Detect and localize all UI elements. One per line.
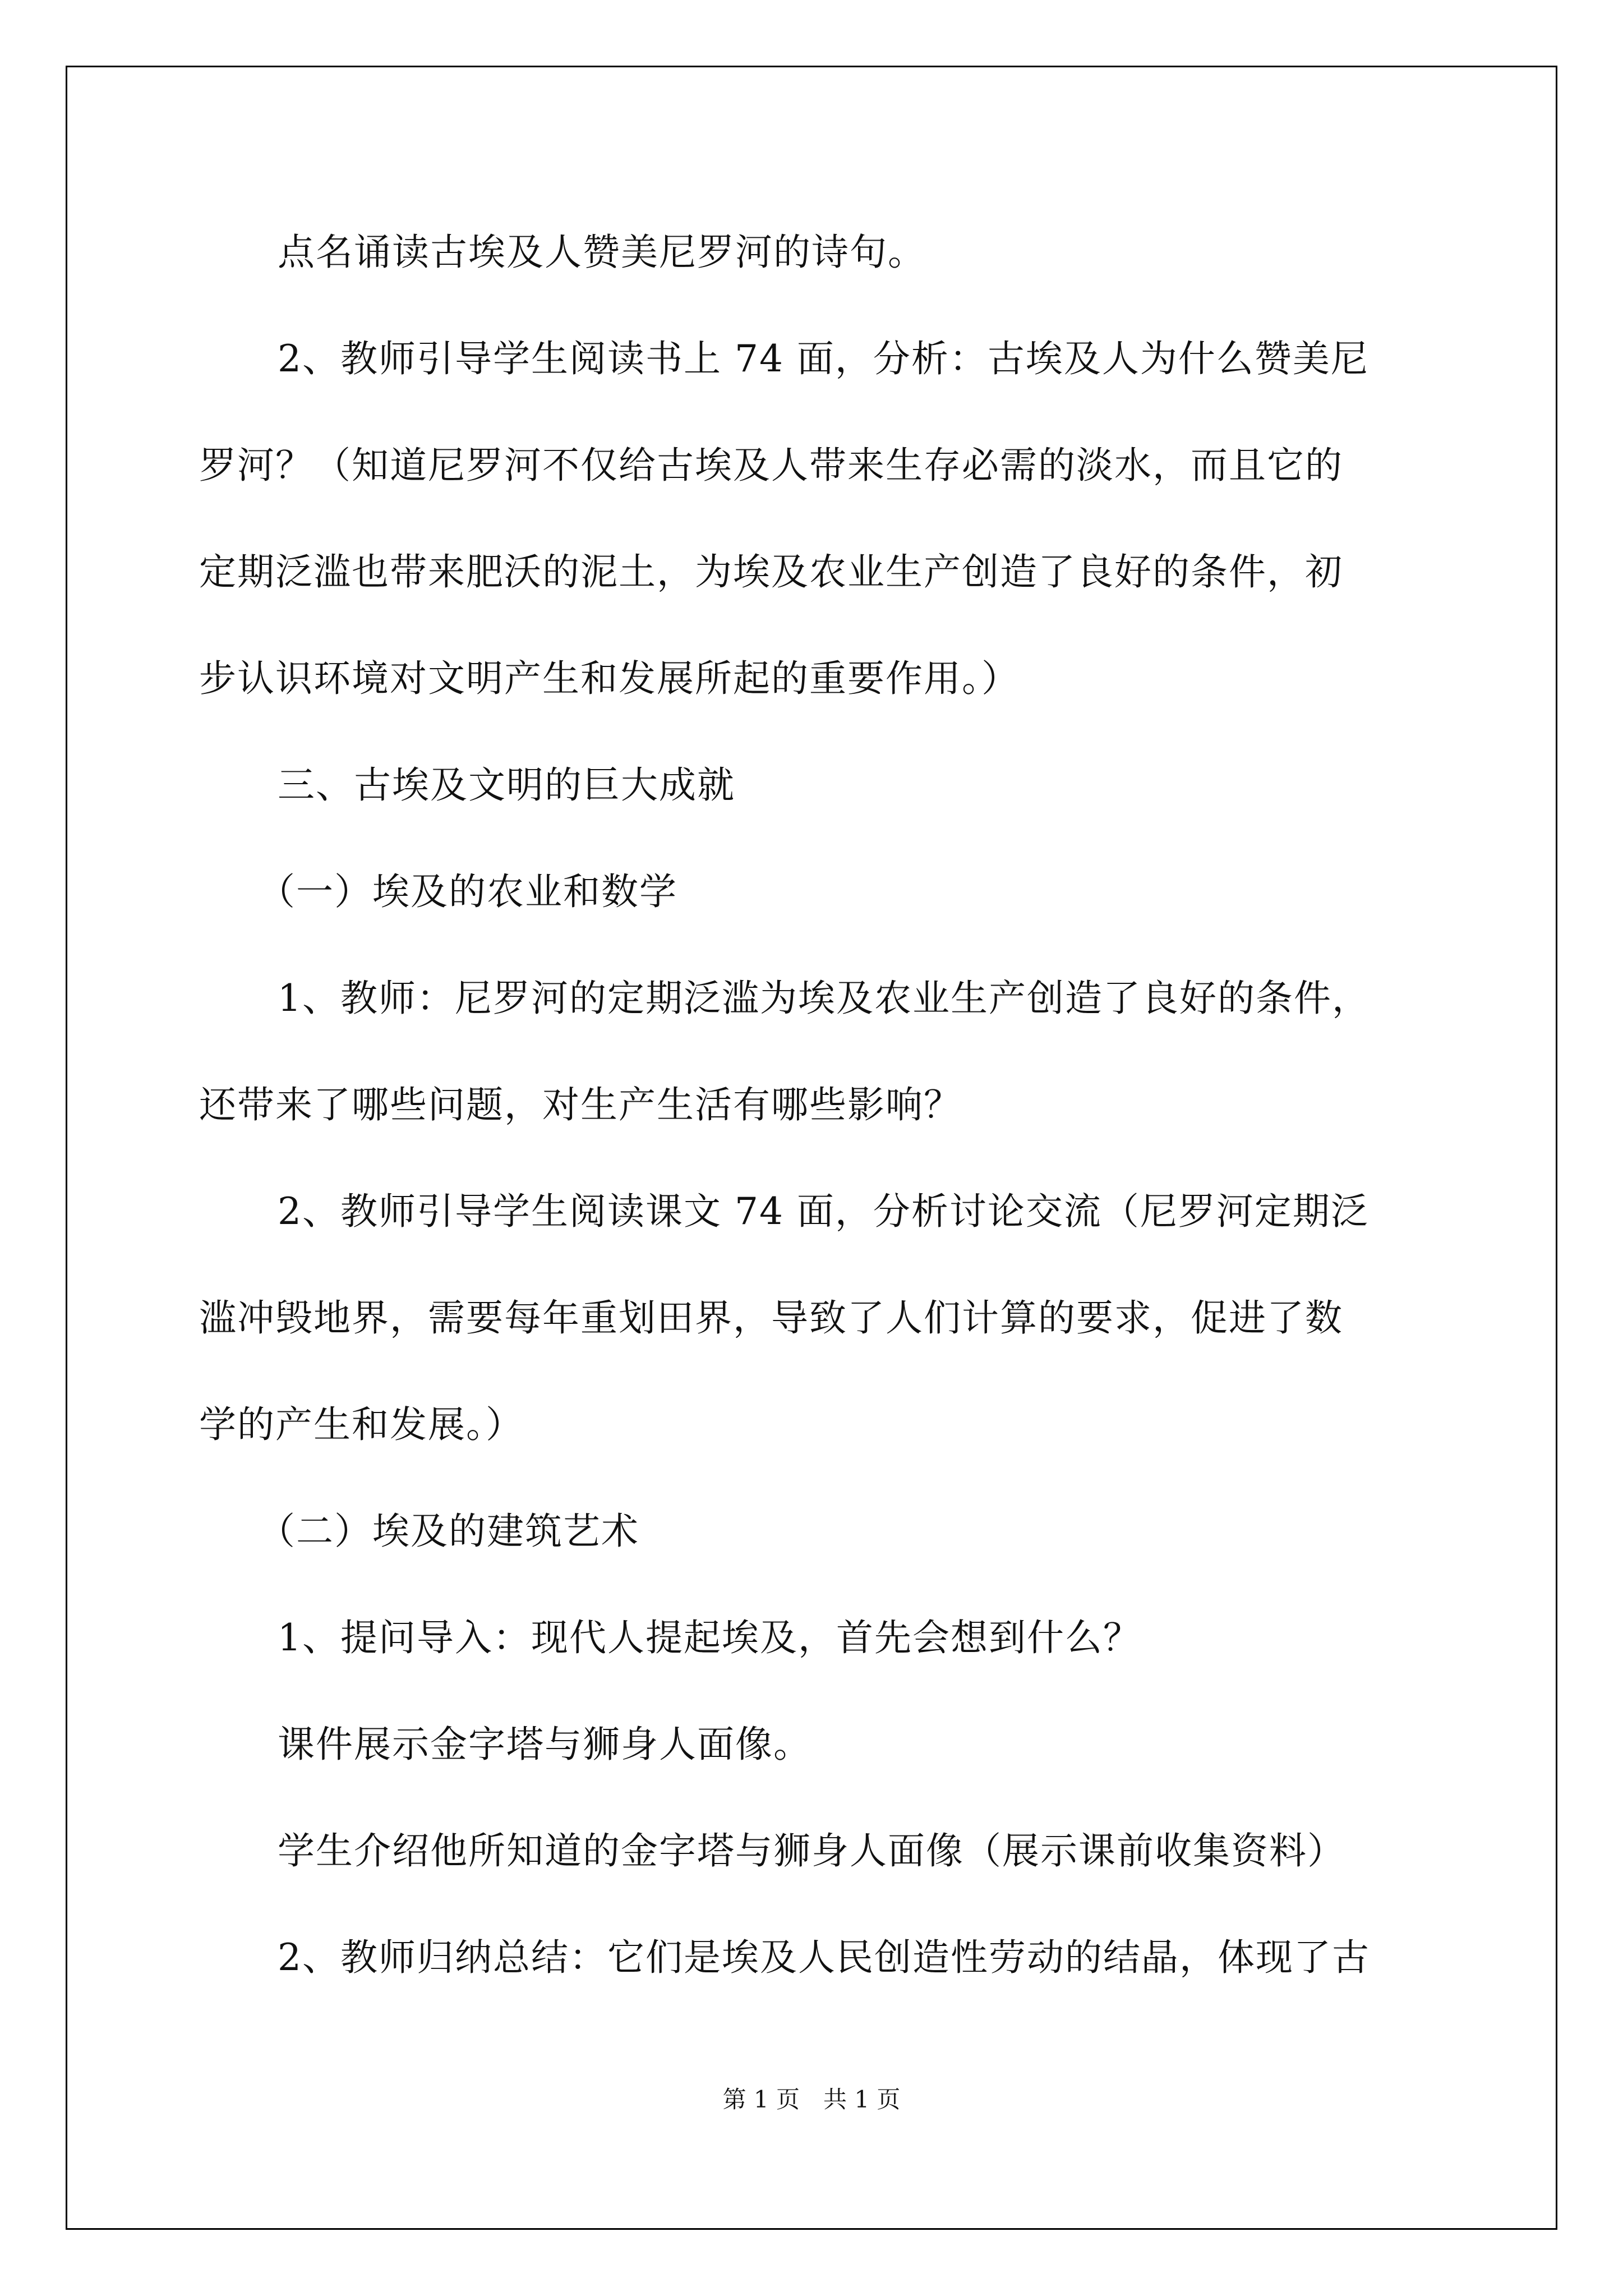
- text-line: 1、教师：尼罗河的定期泛滥为埃及农业生产创造了良好的条件，: [278, 977, 1370, 1020]
- text-line: 还带来了哪些问题，对生产生活有哪些影响？: [199, 1083, 962, 1126]
- text-line: 步认识环境对文明产生和发展所起的重要作用。）: [199, 657, 1020, 700]
- subsection-heading: （一）埃及的农业和数学: [258, 870, 677, 913]
- text-line: 2、教师引导学生阅读书上 74 面，分析：古埃及人为什么赞美尼: [278, 337, 1369, 380]
- text-line: 2、教师引导学生阅读课文 74 面，分析讨论交流（尼罗河定期泛: [278, 1190, 1369, 1233]
- subsection-heading: （二）埃及的建筑艺术: [258, 1510, 639, 1553]
- text-line: 2、教师归纳总结：它们是埃及人民创造性劳动的结晶，体现了古: [278, 1936, 1370, 1979]
- text-line: 定期泛滥也带来肥沃的泥土，为埃及农业生产创造了良好的条件，初: [199, 550, 1343, 593]
- section-heading: 三、古埃及文明的巨大成就: [278, 763, 735, 807]
- text-line: 课件展示金字塔与狮身人面像。: [278, 1723, 811, 1766]
- text-line: 学的产生和发展。）: [199, 1403, 524, 1446]
- page-footer: 第 1 页 共 1 页: [722, 2086, 901, 2113]
- text-line: 学生介绍他所知道的金字塔与狮身人面像（展示课前收集资料）: [278, 1829, 1345, 1872]
- text-line: 点名诵读古埃及人赞美尼罗河的诗句。: [278, 231, 926, 274]
- text-line: 罗河？（知道尼罗河不仅给古埃及人带来生存必需的淡水，而且它的: [199, 444, 1343, 487]
- text-line: 1、提问导入：现代人提起埃及，首先会想到什么？: [278, 1616, 1141, 1659]
- text-line: 滥冲毁地界，需要每年重划田界，导致了人们计算的要求，促进了数: [199, 1296, 1343, 1340]
